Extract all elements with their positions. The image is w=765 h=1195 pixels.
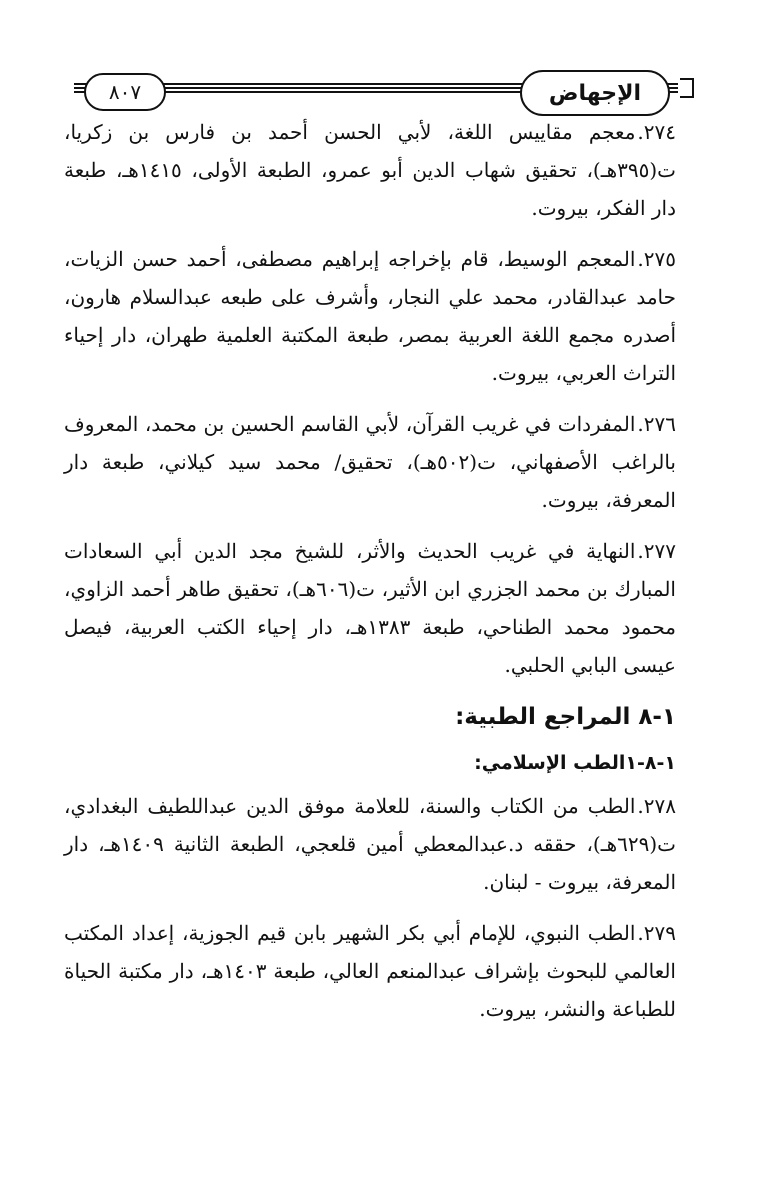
entry-text: معجم مقاييس اللغة، لأبي الحسن أحمد بن فارس بن زكريا، ت(٣٩٥هـ)، تحقيق شهاب الدين أبو عمرو، الطبعة الأولى، ١٤١٥هـ، طبعة دار الفكر، بيروت. [64,120,676,220]
entry-number: ٢٧٧. [637,539,676,563]
entry-number: ٢٧٤. [637,120,676,144]
page-header [68,64,696,116]
bibliography-entry [64,405,676,519]
entry-number: ٢٧٩. [637,921,676,945]
bibliography-entry [64,113,676,227]
chapter-title: الإجهاض [520,70,670,116]
entry-text: الطب النبوي، للإمام أبي بكر الشهير بابن قيم الجوزية، إعداد المكتب العالمي للبحوث بإشراف عبدالمنعم العالي، طبعة ١٤٠٣هـ، دار مكتبة الحياة للطباعة والنشر، بيروت. [64,921,676,1021]
bibliography-entry [64,532,676,684]
entry-text: الطب من الكتاب والسنة، للعلامة موفق الدين عبداللطيف البغدادي، ت(٦٢٩هـ)، حققه د.عبدالمعطي أمين قلعجي، الطبعة الثانية ١٤٠٩هـ، دار المعرفة، بيروت - لبنان. [64,794,676,894]
page-number: ٨٠٧ [84,73,166,111]
entry-text: النهاية في غريب الحديث والأثر، للشيخ مجد الدين أبي السعادات المبارك بن محمد الجزري ابن الأثير، ت(٦٠٦هـ)، تحقيق طاهر أحمد الزاوي، محمود محمد الطناحي، طبعة ١٣٨٣هـ، دار إحياء الكتب العربية، فيصل عيسى البابي الحلبي. [64,539,676,677]
subsection-heading: ١-٨-١الطب الإسلامي: [474,752,676,774]
entry-text: المعجم الوسيط، قام بإخراجه إبراهيم مصطفى، أحمد حسن الزيات، حامد عبدالقادر، محمد علي النجار، وأشرف على طبعه عبدالسلام هارون، أصدره مجمع اللغة العربية بمصر، طبعة المكتبة العلمية طهران، دار إحياء التراث العربي، بيروت. [64,247,676,385]
bibliography-entry [64,914,676,1028]
entry-number: ٢٧٦. [637,412,676,436]
entry-number: ٢٧٨. [637,794,676,818]
bibliography-entry [64,240,676,392]
bibliography-content [64,113,676,1041]
section-heading: ١-٨ المراجع الطبية: [455,704,676,730]
entry-text: المفردات في غريب القرآن، لأبي القاسم الحسين بن محمد، المعروف بالراغب الأصفهاني، ت(٥٠٢هـ)، تحقيق/ محمد سيد كيلاني، طبعة دار المعرفة، بيروت. [64,412,676,512]
header-rule-end [680,78,694,98]
bibliography-entry [64,787,676,901]
entry-number: ٢٧٥. [637,247,676,271]
